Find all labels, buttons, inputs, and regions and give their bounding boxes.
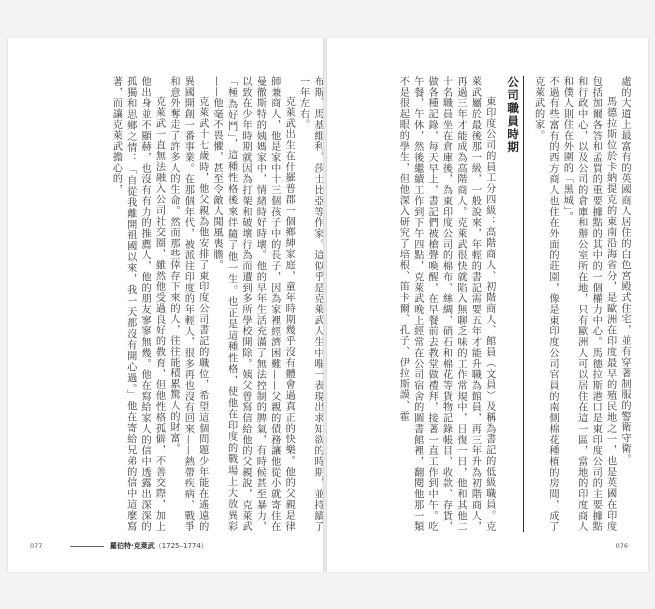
running-head-title: 羅伯特·克萊武: [110, 542, 155, 550]
paragraph: 克萊武一直無法融入公司社交圈，雖然他受過良好的教育，但他性格孤僻，不善交際，加上他出身並不顯赫，也沒有有力的推薦人，他的朋友寥寥無幾。他在寫給家人的信中透露出深深的孤獨和思鄉之情：「自從我離開祖國以來，我一天都沒有開心過。」他在寄給兄弟的信中這麼寫著，而讓克萊武擔心的，: [110, 76, 165, 532]
paragraph: 布斯、馬基維利、莎士比亞等作家。這似乎是克萊武人生中唯一表現出求知欲的時期，並持續了一年左右。: [297, 76, 323, 532]
paragraph: 克萊武出生在什羅普郡一個鄉紳家庭，童年時期幾乎沒有體會過真正的快樂。他的父親是律師兼商人，他是家中十三個孩子中的長子，因為家裡經濟困難——父親的債務讓他從小就寄住在曼徹斯特的姨媽家中，情緒時好時壞。他的早年生活充滿了無法控制的脾氣，有時候甚至暴力，以致在少年時期就因為打架和破壞行為而遭到多所學校開除。姨父曾寫信給他的父親說，克萊武「極為好鬥」，這種性格後來伴隨了他一生。也正是這種性格，使他在印度的戰場上大放異彩——他毫不畏懼，甚至令敵人聞風喪膽。: [211, 76, 295, 532]
right-page: [327, 38, 648, 572]
section-heading: 公司職員時期: [506, 76, 524, 532]
right-page-text-column: [339, 76, 631, 532]
left-page-text-column: [36, 76, 324, 532]
page-number-left: 077: [30, 542, 43, 550]
running-head: [70, 541, 208, 551]
page-number-right: 076: [615, 542, 628, 550]
paragraph: 不過有些富有的西方商人也住在外面的莊園，像是東印度公司官員的南側棉花種植的房間，成了克萊武的家。: [532, 76, 558, 532]
paragraph: 馬德拉斯位於卡納提克的東南沿海省分，是歐洲在印度最早的殖民地之一，也是英國在印度包括加爾各答和孟買的重要據點的其中的一個權力中心。馬德拉斯港口是東印度公司的主要據點和行政中心，以及公司的倉庫和辦公室所在地，只有歐洲人可以居住在這一區，當地的印度商人和僕人則住在外圍的「黑城」。: [561, 76, 616, 532]
left-page: [8, 38, 323, 572]
running-head-rule: [70, 546, 104, 547]
paragraph: 克萊武十七歲時，他父親為他安排了東印度公司書記的職位，希望這個問題少年能在遙遠的異國開創一番事業。在那個年代，被派往印度的年輕人，很多再也沒有回來——熱帶疾病、戰爭和意外奪走了許多人的生命。然而那些倖存下來的人，往往能積累驚人的財富。: [167, 76, 208, 532]
running-head-years: （1725–1774）: [154, 542, 208, 550]
paragraph: 東印度公司的員工分四級：高階商人、初階商人、館員（文員）及稱為書記的低級職員。克萊武屬於最後那一級，一般說來，年輕的書記需要五年才能升職為館員，再三年升為初階商人，再過三年才能成為高階商人。克萊武很快就陷入無聊乏味的工作常規中，日復一日，他和其他二十名職員坐在倉庫後，為東印度公司的棉布、絲綢、硝石和棉花等貨物記錄帳目、收款、存貨，做各種記錄，每天早上，書記們被槍聲喚醒，在早餐前去教堂做禮拜，接著一直工作到中午。吃午餐，午休，然後繼續工作到下午四點，克萊武晚上經常在公司宿舍的圖書館裡，翻閱他那一類不是很起眼的學生，但他深入研究了培根、笛卡爾、孔子、伊拉斯謨、霍: [397, 76, 495, 532]
paragraph: 處的大道上最富有的英國商人居住的白色宮殿式住宅，並有穿著制服的警衛守衛。: [619, 76, 630, 465]
